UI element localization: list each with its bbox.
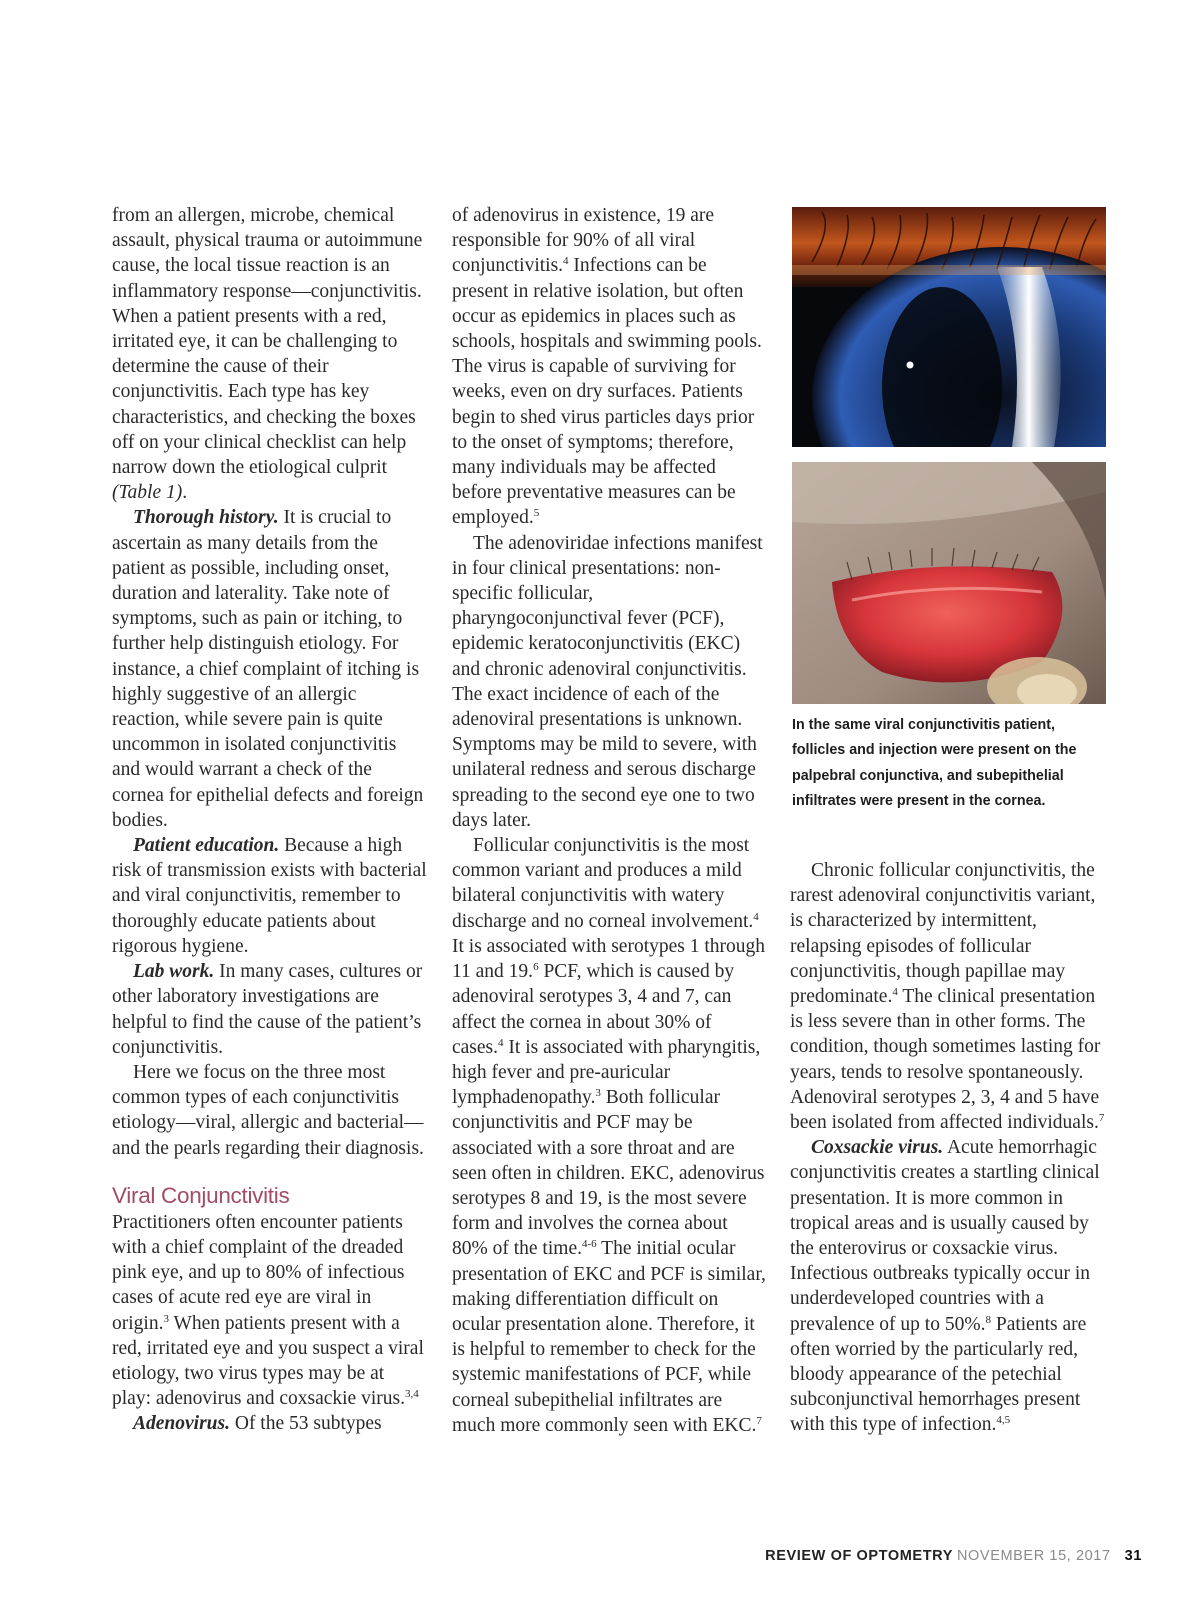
article-column-3 — [790, 858, 1108, 1438]
page-number: 31 — [1124, 1548, 1142, 1564]
article-column-1 — [112, 203, 427, 1437]
viral-conjunctivitis-heading: Viral Conjunctivitis — [112, 1182, 290, 1208]
history-paragraph: Thorough history. It is crucial to ascertain as many details from the patient as possible, including onset, duration and laterality. Take note of symptoms, such as pain or itching, to further help distinguish etiology. For instance, a chief complaint of itching is highly suggestive of an allergic reaction, while severe pain is quite uncommon in isolated conjunctivitis and would warrant a check of the cornea for epithelial defects and foreign bodies. — [112, 507, 424, 831]
focus-paragraph: Here we focus on the three most common types of each conjunctivitis etiology—viral, allergic and bacterial—and the pearls regarding their diagnosis. — [112, 1061, 424, 1159]
everted-eyelid-photo — [792, 462, 1106, 704]
issue-date: NOVEMBER 15, 2017 — [956, 1548, 1111, 1564]
page-footer — [765, 1548, 1142, 1564]
coxsackie-paragraph: Coxsackie virus. Acute hemorrhagic conjunctivitis creates a startling clinical presentation. It is more common in tropical areas and is usually caused by the enterovirus or coxsackie virus. Infectious outbreaks typically occur in underdeveloped countries with a prevalence of up to 50%.$^8$ Patients are often worried by the particularly red, bloody appearance of the petechial subconjunctival hemorrhages present with this type of infection.$^{4,5}$ — [790, 1137, 1100, 1436]
presentations-paragraph: The adenoviridae infections manifest in four clinical presentations: non-specific follicular, pharyngoconjunctival fever (PCF), epidemic keratoconjunctivitis (EKC) and chronic adenoviral conjunctivitis. The exact incidence of each of the adenoviral presentations is unknown. Symptoms may be mild to severe, with unilateral redness and serous discharge spreading to the second eye one to two days later. — [452, 532, 763, 831]
follicular-paragraph: Follicular conjunctivitis is the most common variant and produces a mild bilateral conjunctivitis with watery discharge and no corneal involvement.$^4$ It is associated with serotypes 1 through 11 and 19.$^6$ PCF, which is caused by adenoviral serotypes 3, 4 and 7, can affect the cornea in about 30% of cases.$^4$ It is associated with pharyngitis, high fever and pre-auricular lymphadenopathy.$^3$ Both follicular conjunctivitis and PCF may be associated with a sore throat and are seen often in children. EKC, adenovirus serotypes 8 and 19, is the most severe form and involves the cornea about 80% of the time.$^{4-6}$ The initial ocular presentation of EKC and PCF is similar, making differentiation difficult on ocular presentation alone. Therefore, it is helpful to remember to check for the systemic manifestations of PCF, while corneal subepithelial infiltrates are much more commonly seen with EKC.$^7$ — [452, 835, 766, 1436]
viral-paragraph: Practitioners often encounter patients with a chief complaint of the dreaded pink eye, and up to 80% of infectious cases of acute red eye are viral in origin.$^3$ When patients present with a red, irritated eye and you suspect a viral etiology, two virus types may be at play: adenovirus and coxsackie virus.$^{3,4}$ — [112, 1211, 424, 1410]
intro-paragraph: from an allergen, microbe, chemical assault, physical trauma or autoimmune cause, the local tissue reaction is an inflammatory response—conjunctivitis. When a patient presents with a red, irritated eye, it can be challenging to determine the cause of their conjunctivitis. Each type has key characteristics, and checking the boxes off on your clinical checklist can help narrow down the etiological culprit (Table 1). — [112, 205, 423, 504]
figure-caption: In the same viral conjunctivitis patient, follicles and injection were present on the palpebral conjunctiva, and subepithelial infiltrates were present in the cornea. — [792, 717, 1077, 809]
chronic-follicular-paragraph: Chronic follicular conjunctivitis, the rarest adenoviral conjunctivitis variant, is characterized by intermittent, relapsing episodes of follicular conjunctivitis, though papillae may predominate.$^4$ The clinical presentation is less severe than in other forms. The condition, though sometimes lasting for years, tends to resolve spontaneously. Adenoviral serotypes 2, 3, 4 and 5 have been isolated from affected individuals.$^7$ — [790, 860, 1105, 1134]
lab-work-paragraph: Lab work. In many cases, cultures or other laboratory investigations are helpful to find the cause of the patient’s conjunctivitis. — [112, 961, 423, 1058]
adenovirus-continued-paragraph: of adenovirus in existence, 19 are responsible for 90% of all viral conjunctivitis.$^4$ Infections can be present in relative isolation, but often occur as epidemics in places such as schools, hospitals and swimming pools. The virus is capable of surviving for weeks, even on dry surfaces. Patients begin to shed virus particles days prior to the onset of symptoms; therefore, many individuals may be affected before preventative measures can be employed.$^5$ — [452, 205, 762, 529]
publication-name: REVIEW OF OPTOMETRY — [765, 1548, 953, 1564]
education-paragraph: Patient education. Because a high risk of transmission exists with bacterial and viral conjunctivitis, remember to thoroughly educate patients about rigorous hygiene. — [112, 835, 427, 957]
eye-slit-lamp-photo — [792, 207, 1106, 447]
article-column-2 — [452, 203, 767, 1438]
adenovirus-paragraph: Adenovirus. Of the 53 subtypes — [133, 1413, 382, 1435]
